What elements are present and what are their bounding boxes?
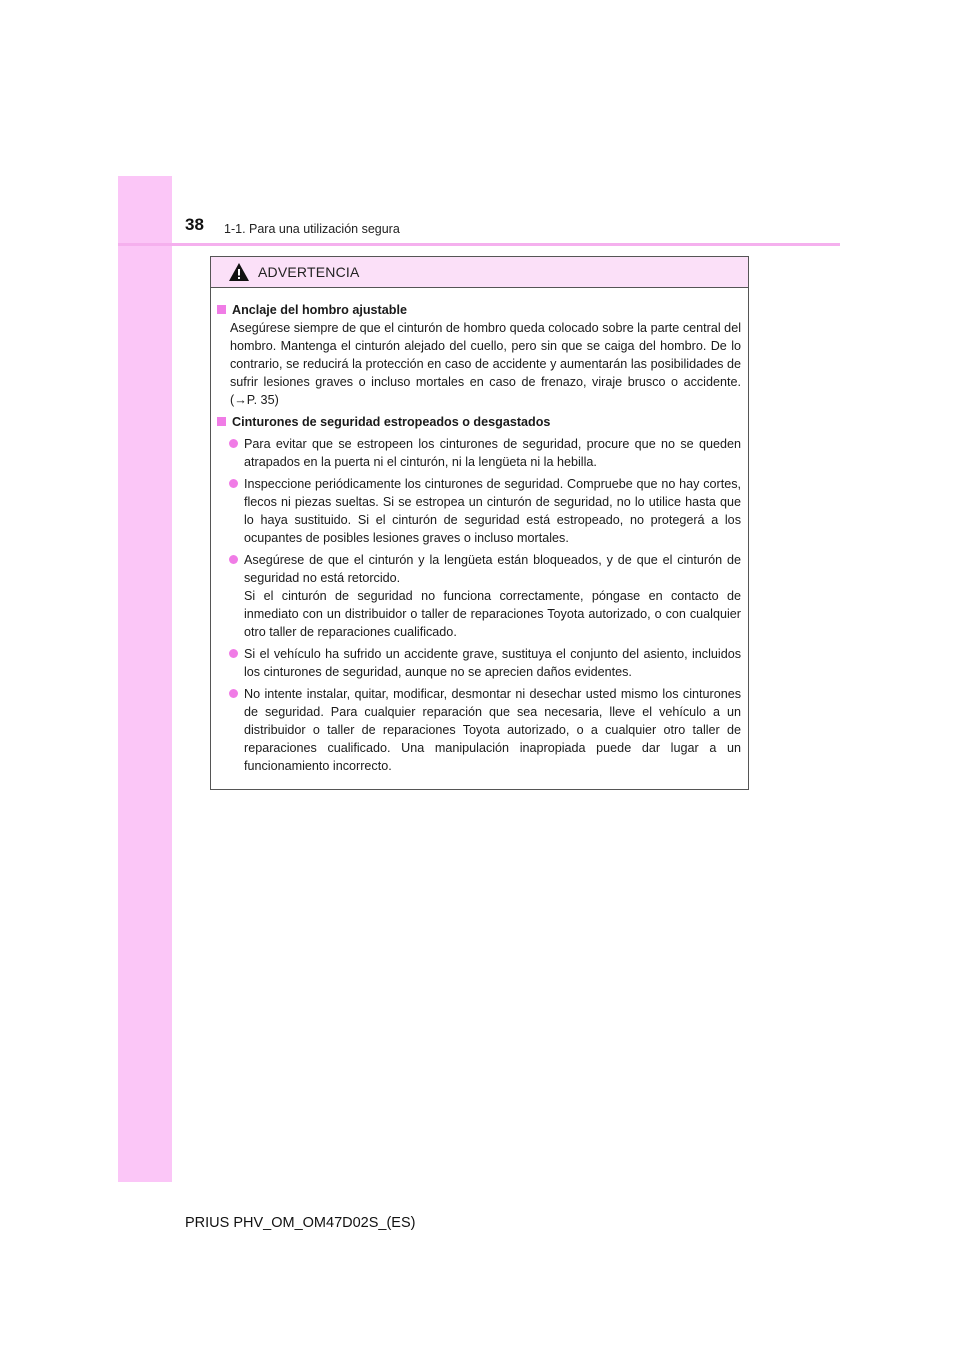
list-item xyxy=(229,435,741,471)
side-tab-band xyxy=(118,176,172,1182)
list-item-text: Para evitar que se estropeen los cinturones de seguridad, procure que no se queden atrapados en la puerta ni el cinturón, ni la lengüeta ni la hebilla. xyxy=(244,437,741,469)
list-item xyxy=(229,475,741,547)
document-code-footer: PRIUS PHV_OM_OM47D02S_(ES) xyxy=(185,1215,416,1231)
bullet-list xyxy=(217,435,741,775)
round-bullet-icon xyxy=(229,479,238,488)
list-item-text: Asegúrese de que el cinturón y la lengüeta están bloqueados, y de que el cinturón de seguridad no está retorcido. Si el cinturón de seguridad no funciona correctamente, póngase en contacto de inmediato con un distribuidor o taller de reparaciones Toyota autorizado, o con cualquier otro taller de reparaciones cualificado. xyxy=(244,553,741,639)
square-bullet-icon xyxy=(217,305,226,314)
round-bullet-icon xyxy=(229,649,238,658)
round-bullet-icon xyxy=(229,439,238,448)
square-bullet-icon xyxy=(217,417,226,426)
list-item xyxy=(229,685,741,775)
round-bullet-icon xyxy=(229,555,238,564)
warning-header xyxy=(211,257,748,288)
list-item xyxy=(229,645,741,681)
header-divider xyxy=(118,243,840,246)
warning-title: ADVERTENCIA xyxy=(258,264,360,280)
warning-box xyxy=(210,256,749,790)
section-heading-text: Anclaje del hombro ajustable xyxy=(232,303,407,317)
list-item xyxy=(229,551,741,641)
list-item-text: Si el vehículo ha sufrido un accidente grave, sustituya el conjunto del asiento, incluidos los cinturones de seguridad, aunque no se aprecien daños evidentes. xyxy=(244,647,741,679)
section-heading xyxy=(217,413,741,431)
section-title: 1-1. Para una utilización segura xyxy=(224,222,400,236)
warning-body xyxy=(211,288,748,775)
page-number: 38 xyxy=(185,215,204,234)
section-heading-text: Cinturones de seguridad estropeados o desgastados xyxy=(232,415,551,429)
list-item-text: Inspeccione periódicamente los cinturones de seguridad. Compruebe que no hay cortes, flecos ni piezas sueltas. Si se estropea un cinturón de seguridad, no lo utilice hasta que lo haya sustituido. Si el cinturón de seguridad está estropeado, no protegerá a los ocupantes de posibles lesiones graves o incluso mortales. xyxy=(244,477,741,545)
list-item-text: No intente instalar, quitar, modificar, desmontar ni desechar usted mismo los cinturones de seguridad. Para cualquier reparación que sea necesaria, lleve el vehículo a un distribuidor o taller de reparaciones Toyota autorizado, o a cualquier otro taller de reparaciones cualificado. Una manipulación inapropiada puede dar lugar a un funcionamiento incorrecto. xyxy=(244,687,741,773)
round-bullet-icon xyxy=(229,689,238,698)
section-heading xyxy=(217,301,741,319)
section-paragraph: Asegúrese siempre de que el cinturón de hombro queda colocado sobre la parte central del hombro. Mantenga el cinturón alejado del cuello, pero sin que se caiga del hombro. De lo contrario, se reducirá la protección en caso de accidente y aumentarán las posibilidades de sufrir lesiones graves o incluso mortales en caso de frenazo, viraje brusco o accidente. (→P. 35) xyxy=(230,321,741,407)
warning-triangle-icon xyxy=(228,262,250,282)
